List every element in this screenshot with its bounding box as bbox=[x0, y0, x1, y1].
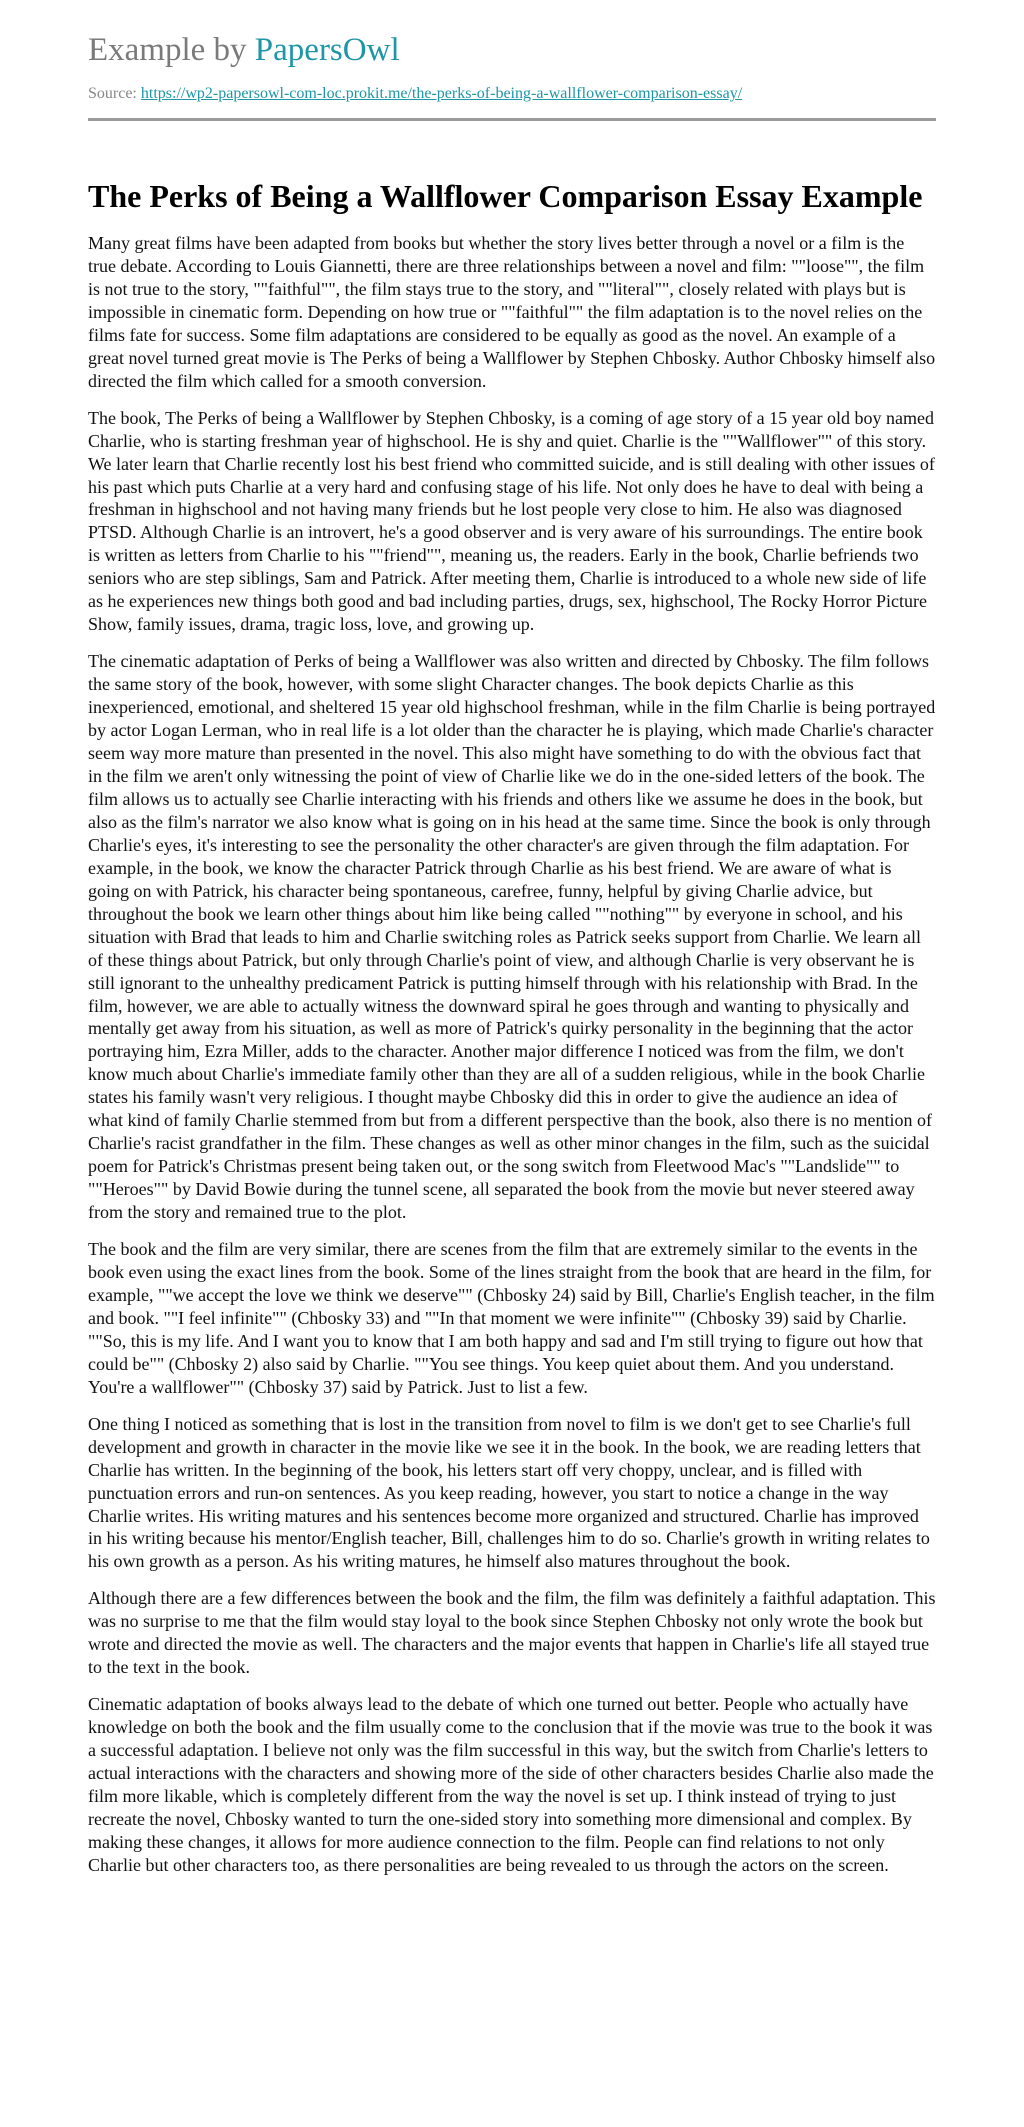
document-page bbox=[88, 0, 936, 1891]
article-paragraph-6: Although there are a few differences between the book and the film, the film was definitely a faithful adaptation. This was no surprise to me that the film would stay loyal to the book since Stephen Chbosky not only wrote the book but wrote and directed the movie as well. The characters and the major events that happen in Charlie's life all stayed true to the text in the book. bbox=[88, 1588, 936, 1678]
article-paragraph-4: The book and the film are very similar, there are scenes from the film that are extremely similar to the events in the book even using the exact lines from the book. Some of the lines straight from the book that are heard in the film, for example, ""we accept the love we think we deserve"" (Chbosky 24) said by Bill, Charlie's English teacher, in the film and book. ""I feel infinite"" (Chbosky 33) and ""In that moment we were infinite"" (Chbosky 39) said by Charlie. ""So, this is my life. And I want you to know that I am both happy and sad and I'm still trying to figure out how that could be"" (Chbosky 2) also said by Charlie. ""You see things. You keep quiet about them. And you understand. You're a wallflower"" (Chbosky 37) said by Patrick. Just to list a few. bbox=[88, 1239, 935, 1397]
source-url-link[interactable]: https://wp2-papersowl-com-loc.prokit.me/the-perks-of-being-a-wallflower-comparison-essay/ bbox=[140, 85, 743, 102]
source-line bbox=[88, 84, 936, 104]
article-title: The Perks of Being a Wallflower Comparison Essay Example bbox=[88, 178, 923, 214]
source-label: Source: bbox=[88, 85, 141, 102]
brand-heading bbox=[88, 30, 936, 70]
article-paragraph-3: The cinematic adaptation of Perks of being a Wallflower was also written and directed by Chbosky. The film follows the same story of the book, however, with some slight Character changes. The book depicts Charlie as this inexperienced, emotional, and sheltered 15 year old highschool freshman, while in the film Charlie is being portrayed by actor Logan Lerman, who in real life is a lot older than the character he is playing, which made Charlie's character seem way more mature than presented in the novel. This also might have something to do with the obvious fact that in the film we aren't only witnessing the point of view of Charlie like we do in the one-sided letters of the book. The film allows us to actually see Charlie interacting with his friends and others like we assume he does in the book, but also as the film's narrator we also know what is going on in his head at the same time. Since the book is only through Charlie's eyes, it's interesting to see the personality the other character's are given through the film adaptation. For example, in the book, we know the character Patrick through Charlie as his best friend. We are aware of what is going on with Patrick, his character being spontaneous, carefree, funny, helpful by giving Charlie advice, but throughout the book we learn other things about him like being called ""nothing"" by everyone in school, and his situation with Brad that leads to him and Charlie switching roles as Patrick seeks support from Charlie. We learn all of these things about Patrick, but only through Charlie's point of view, and although Charlie is very observant he is still ignorant to the unhealthy predicament Patrick is putting himself through with his relationship with Brad. In the film, however, we are able to actually witness the downward spiral he goes through and wanting to physically and mentally get away from his situation, as well as more of Patrick's quirky personality in the beginning that the actor portraying him, Ezra Miller, adds to the character. Another major difference I noticed was from the film, we don't know much about Charlie's immediate family other than they are all of a sudden religious, while in the book Charlie states his family wasn't very religious. I thought maybe Chbosky did this in order to give the audience an idea of what kind of family Charlie stemmed from but from a different perspective than the book, also there is no mention of Charlie's racist grandfather in the film. These changes as well as other minor changes in the film, such as the suicidal poem for Patrick's Christmas present being taken out, or the song switch from Fleetwood Mac's ""Landslide"" to ""Heroes"" by David Bowie during the tunnel scene, all separated the book from the movie but never steered away from the story and remained true to the plot. bbox=[88, 651, 936, 1223]
article-paragraph-5: One thing I noticed as something that is lost in the transition from novel to film is we don't get to see Charlie's full development and growth in character in the movie like we see it in the book. In the book, we are reading letters that Charlie has written. In the beginning of the book, his letters start off very choppy, unclear, and is filled with punctuation errors and run-on sentences. As you keep reading, however, you start to notice a change in the way Charlie writes. His writing matures and his sentences become more organized and structured. Charlie has improved in his writing because his mentor/English teacher, Bill, challenges him to do so. Charlie's growth in writing relates to his own growth as a person. As his writing matures, he himself also matures throughout the book. bbox=[88, 1413, 930, 1572]
header-divider bbox=[88, 118, 936, 121]
article-paragraph-1: Many great films have been adapted from books but whether the story lives better through a novel or a film is the true debate. According to Louis Giannetti, there are three relationships between a novel and film: ""loose"", the film is not true to the story, ""faithful"", the film stays true to the story, and ""literal"", closely related with plays but is impossible in cinematic form. Depending on how true or ""faithful"" the film adaptation is to the novel relies on the films fate for success. Some film adaptations are considered to be equally as good as the novel. An example of a great novel turned great movie is The Perks of being a Wallflower by Stephen Chbosky. Author Chbosky himself also directed the film which called for a smooth conversion. bbox=[88, 233, 936, 391]
article-paragraph-7: Cinematic adaptation of books always lead to the debate of which one turned out better. People who actually have knowledge on both the book and the film usually come to the conclusion that if the movie was true to the book it was a successful adaptation. I believe not only was the film successful in this way, but the switch from Charlie's letters to actual interactions with the characters and showing more of the side of other characters besides Charlie also made the film more likable, which is completely different from the way the novel is set up. I think instead of trying to just recreate the novel, Chbosky wanted to turn the one-sided story into something more dimensional and complex. By making these changes, it allows for more audience connection to the film. People can find relations to not only Charlie but other characters too, as there personalities are being revealed to us through the actors on the screen. bbox=[88, 1694, 934, 1875]
brand-name-link[interactable]: PapersOwl bbox=[254, 32, 400, 68]
article-body bbox=[88, 232, 936, 1877]
article-paragraph-2: The book, The Perks of being a Wallflower by Stephen Chbosky, is a coming of age story of a 15 year old boy named Charlie, who is starting freshman year of highschool. He is shy and quiet. Charlie is the ""Wallflower"" of this story. We later learn that Charlie recently lost his best friend who committed suicide, and is still dealing with other issues of his past which puts Charlie at a very hard and confusing stage of his life. Not only does he have to deal with being a freshman in highschool and not having many friends but he lost people very close to him. He also was diagnosed PTSD. Although Charlie is an introvert, he's a good observer and is very aware of his surroundings. The entire book is written as letters from Charlie to his ""friend"", meaning us, the readers. Early in the book, Charlie befriends two seniors who are step siblings, Sam and Patrick. After meeting them, Charlie is introduced to a whole new side of life as he experiences new things both good and bad including parties, drugs, sex, highschool, The Rocky Horror Picture Show, family issues, drama, tragic loss, love, and growing up. bbox=[88, 407, 935, 635]
brand-prefix: Example by bbox=[88, 32, 255, 68]
